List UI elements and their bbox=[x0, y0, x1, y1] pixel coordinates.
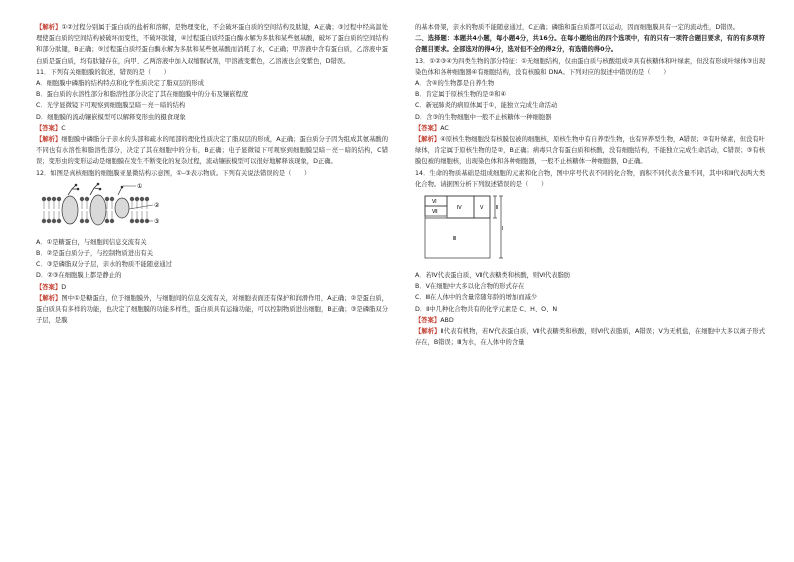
analysis-14: 【解析】Ⅱ代表有机物，若Ⅳ代表蛋白质，Ⅶ代表糖类和核酸，则Ⅵ代表脂质，A错误；Ⅴ为无机盐，在细胞中大多以离子形式存在，B错误；Ⅲ为水，在人体中的含量 bbox=[415, 328, 766, 347]
answer-14: 【答案】ABD bbox=[415, 316, 454, 324]
question-14-stem: 14．生命的物质基础是组成细胞的元素和化合物，图中序号代表不同的化合物，面积不同代表含量不同，其中Ⅰ和Ⅱ代表两大类化合物。请据图分析下列叙述错误的是（ ） bbox=[415, 169, 765, 188]
membrane-diagram bbox=[36, 181, 166, 233]
q13-option-b: B．肯定属于原核生物的是②和④ bbox=[415, 91, 507, 99]
label-iii: Ⅲ bbox=[453, 236, 457, 243]
q14-option-b: B．Ⅴ在细胞中大多以化合物的形式存在 bbox=[415, 283, 525, 291]
left-column bbox=[36, 22, 388, 326]
label-vi: Ⅵ bbox=[432, 199, 437, 206]
q12-option-a: A．①是糖蛋白，与细胞间信息交流有关 bbox=[36, 238, 147, 246]
q14-option-c: C．Ⅲ在人体中的含量常随年龄的增加而减少 bbox=[415, 294, 538, 302]
q12-option-b: B．②是蛋白质分子，与控制物质进出有关 bbox=[36, 250, 154, 258]
label-iv: Ⅳ bbox=[457, 205, 462, 212]
analysis-12-continued: 的基本骨架，亲水的物质不能随意通过，C正确；磷脂和蛋白质都可以运动，因而细胞膜具有一定的流动性，D错误。 bbox=[415, 24, 740, 31]
q13-option-c: C．新冠肺炎的病原体属于①，能独立完成生命活动 bbox=[415, 102, 558, 110]
question-12-stem: 12．如图是真核细胞的细胞膜亚显微结构示意图，①–③表示物质。下列有关说法错误的是（ ） bbox=[36, 169, 311, 177]
q14-option-d: D．Ⅱ中几种化合物共有的化学元素是 C、H、O、N bbox=[415, 305, 558, 313]
q12-option-c: C．③是磷脂双分子层，亲水的物质不能随意通过 bbox=[36, 261, 172, 269]
analysis-10: 【解析】①②过程分别属于蛋白质的盐析和溶解，是物理变化，不会破坏蛋白质的空间结构及肽键，A正确；③过程中经高温处理使蛋白质的空间结构被破坏而变性，不破坏肽键，④过程蛋白质经蛋白酶水解为多肽和某些氨基酸，破坏了蛋白质的空间结构和部分肽键，B正确；⑤过程蛋白质经蛋白酶水解为多肽和某些氨基酸而消耗了水，C正确；甲溶液中含有蛋白质，乙溶液中蛋白质是蛋白质，均有肽键存在，向甲、乙两溶液中加入双缩脲试剂，甲溶液变紫色，乙溶液也会变紫色，D错误。 bbox=[36, 24, 389, 65]
q13-option-a: A．含④的生物都是自养生物 bbox=[415, 80, 495, 88]
label-1: ① bbox=[137, 182, 143, 190]
q11-option-a: A．细胞膜中磷脂的结构特点和化学性质决定了脂双层的形成 bbox=[36, 80, 205, 88]
label-vii: Ⅶ bbox=[432, 209, 438, 216]
label-ii: Ⅱ bbox=[496, 205, 499, 212]
analysis-13: 【解析】④原核生物细胞没有核膜包被的细胞核，原核生物中有自养型生物，也有异养型生物，A错误；②有叶绿素，但没有叶绿体，肯定属于原核生物的是②，B正确；病毒只含有蛋白质和核酸，没有细胞结构，不能独立完成生命活动，C错误；③有核膜包被的细胞核，出现染色体和各种细胞器，一般不止核糖体一种细胞器，D正确。 bbox=[415, 136, 766, 166]
compound-area-figure bbox=[415, 192, 765, 266]
q11-option-b: B．蛋白质的水溶性部分和脂溶性部分决定了其在细胞膜中的分布及镶嵌程度 bbox=[36, 91, 249, 99]
analysis-11: 【解析】细胞膜中磷脂分子亲水的头部和疏水的尾部的理化性质决定了脂双层的形成，A正确；蛋白质分子因为组成其氨基酸的不同也有水溶性和脂溶性部分，决定了其在细胞中的分布，B正确；电子显微镜下可观察到细胞膜呈暗－亮－暗的结构，C错误；变形虫的变形运动是细胞膜在发生不断变化的复杂过程，流动镶嵌模型可以很好地解释该现象，D正确。 bbox=[36, 136, 389, 166]
question-13-stem: 13．①②③④为四类生物的部分特征：①无细胞结构，仅由蛋白质与核酸组成②具有核糖体和叶绿素，但没有形成叶绿体③出现染色体和各种细胞器④有细胞结构，没有核膜和 DNA。下列对应的叙述中错误的是（ ） bbox=[415, 57, 765, 76]
answer-13: 【答案】AC bbox=[415, 124, 449, 132]
analysis-tag: 【解析】 bbox=[36, 24, 62, 31]
section-2-heading: 二、选择题：本题共4小题，每小题4分，共16分。在每小题给出的四个选项中，有的只有一项符合题目要求，有的有多项符合题目要求。全部选对的得4分，选对但不全的得2分，有选错的得0分。 bbox=[415, 35, 765, 54]
label-v: Ⅴ bbox=[480, 205, 484, 212]
cell-membrane-figure bbox=[36, 181, 388, 233]
q11-option-d: D．细胞膜的流动镶嵌模型可以解释变形虫的摄食现象 bbox=[36, 113, 186, 121]
right-column bbox=[415, 22, 765, 348]
answer-11: 【答案】C bbox=[36, 124, 66, 132]
q13-option-d: D．含③的生物细胞中一般不止核糖体一种细胞器 bbox=[415, 113, 552, 121]
q14-option-a: A．若Ⅳ代表蛋白质，Ⅶ代表糖类和核酸，则Ⅵ代表脂肪 bbox=[415, 272, 571, 280]
answer-12: 【答案】D bbox=[36, 283, 67, 291]
label-3: ③ bbox=[154, 217, 160, 225]
compound-diagram bbox=[415, 192, 505, 266]
q12-option-d: D．②③在细胞膜上都是静止的 bbox=[36, 272, 122, 280]
question-11-stem: 11．下列有关细胞膜的叙述，错误的是（ ） bbox=[36, 68, 170, 76]
label-2: ② bbox=[154, 201, 160, 209]
q11-option-c: C．光学显微镜下可观察到细胞膜呈暗－亮－暗的结构 bbox=[36, 102, 186, 110]
analysis-12: 【解析】图中①是糖蛋白，位于细胞膜外，与细胞间的信息交流有关，对细胞表面还有保护和润滑作用，A正确；②是蛋白质，蛋白质具有多样的功能，也决定了细胞膜的功能多样性，蛋白质具有运输功能，可以控制物质进出细胞，B正确；③是磷脂双分子层，是膜 bbox=[36, 294, 388, 325]
label-i: Ⅰ bbox=[502, 226, 504, 233]
